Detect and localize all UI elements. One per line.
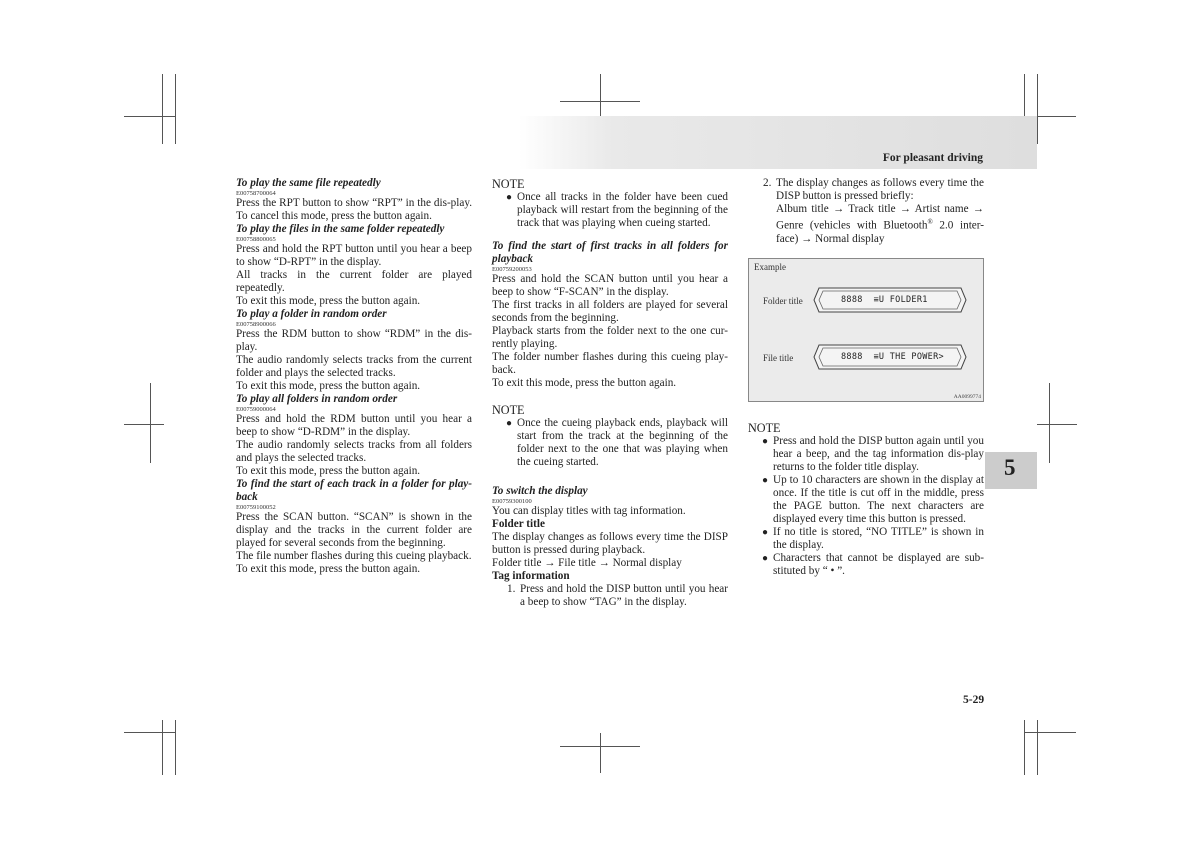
crop-mark: [600, 733, 601, 773]
numbered-item: [492, 583, 728, 609]
doc-code: E00759000064: [236, 406, 276, 413]
bullet-icon: ●: [762, 553, 769, 564]
note-bullet: [748, 526, 984, 552]
column-2: [492, 177, 728, 609]
paragraph: Playback starts from the folder next to the one cur-rently playing.: [492, 325, 728, 350]
note-bullet: [492, 417, 728, 469]
paragraph: Press and hold the RDM button until you hear a beep to show “D-RDM” in the display.: [236, 413, 472, 438]
crop-mark: [1024, 720, 1025, 775]
note-bullet: [492, 191, 728, 230]
item-number: 2.: [763, 177, 772, 189]
bullet-icon: ●: [506, 192, 513, 203]
paragraph: The display changes as follows every time the DISP button is pressed during playback.: [492, 531, 728, 556]
section-heading: To play the files in the same folder repeatedly: [236, 223, 445, 235]
paragraph: Press the SCAN button. “SCAN” is shown in the display and the tracks in the current folder are played for several seconds from the beginning.: [236, 511, 472, 549]
crop-mark: [175, 74, 176, 144]
section-heading: To find the start of each track in a folder for play-back: [236, 478, 472, 503]
note-bullet: [748, 474, 984, 526]
crop-mark: [1049, 383, 1050, 463]
bullet-icon: ●: [762, 436, 769, 447]
crop-mark: [1037, 720, 1038, 775]
crop-mark: [162, 720, 163, 775]
lcd-display: [813, 287, 967, 313]
crop-mark: [560, 746, 640, 747]
row-label: File title: [763, 353, 794, 363]
lcd-text: 8888 ≡U FOLDER1: [841, 295, 928, 305]
bullet-text: Press and hold the DISP button again until you hear a beep, and the tag information dis-play returns to the folder title display.: [773, 435, 984, 473]
paragraph: Press and hold the SCAN button until you hear a beep to show “F-SCAN” in the display.: [492, 273, 728, 298]
column-3-note: [748, 421, 984, 578]
item-text: The display changes as follows every time the DISP button is pressed briefly:: [776, 177, 984, 202]
section-heading: To find the start of first tracks in all folders for playback: [492, 240, 728, 265]
paragraph: All tracks in the current folder are played repeatedly.: [236, 269, 472, 294]
note-bullet: [748, 435, 984, 474]
bullet-text: If no title is stored, “NO TITLE” is shown in the display.: [773, 526, 984, 551]
item-text: Press and hold the DISP button until you hear a beep to show “TAG” in the display.: [520, 583, 728, 608]
chapter-tab: [985, 452, 1037, 489]
section-heading: To play all folders in random order: [236, 393, 398, 405]
crop-mark: [1024, 732, 1076, 733]
item-number: 1.: [507, 583, 516, 595]
paragraph: The audio randomly selects tracks from all folders and plays the selected tracks.: [236, 439, 472, 464]
paragraph: To exit this mode, press the button again.: [236, 465, 421, 477]
display-sequence-end: 2.0 inter-face) → Normal display: [776, 219, 984, 245]
crop-mark: [560, 101, 640, 102]
doc-code: E00758900066: [236, 321, 276, 328]
bullet-text: Once the cueing playback ends, playback will start from the track at the beginning of the folder next to the one that was playing when the cueing started.: [517, 417, 728, 468]
crop-mark: [1037, 424, 1077, 425]
bullet-icon: ●: [762, 475, 769, 486]
paragraph: The folder number flashes during this cueing play-back.: [492, 351, 728, 376]
paragraph: The file number flashes during this cueing playback.: [236, 550, 472, 562]
paragraph: Folder title → File title → Normal display: [492, 557, 682, 569]
paragraph: To exit this mode, press the button again.: [236, 295, 421, 307]
paragraph: The audio randomly selects tracks from the current folder and plays the selected tracks.: [236, 354, 472, 379]
doc-code: E00759300100: [492, 498, 532, 505]
display-sequence: Album title → Track title → Artist name → Genre (vehicles with Bluetooth: [776, 203, 984, 232]
figure-code: AA0099774: [953, 394, 981, 400]
lcd-text: 8888 ≡U THE POWER>: [841, 352, 944, 362]
lcd-display: [813, 344, 967, 370]
crop-mark: [1037, 74, 1038, 144]
crop-mark: [124, 732, 176, 733]
paragraph: Press and hold the RPT button until you hear a beep to show “D-RPT” in the display.: [236, 243, 472, 268]
note-label: NOTE: [492, 403, 525, 417]
bullet-text: Up to 10 characters are shown in the display at once. If the title is cut off in the middle, press the PAGE button. The next characters are displayed every time this button is pressed.: [773, 474, 984, 525]
crop-mark: [175, 720, 176, 775]
paragraph: To exit this mode, press the button again.: [236, 563, 421, 575]
page-number: 5-29: [963, 694, 985, 706]
bullet-icon: ●: [762, 527, 769, 538]
column-1: [236, 177, 472, 576]
crop-mark: [124, 424, 164, 425]
paragraph: Press the RPT button to show “RPT” in the dis-play. To cancel this mode, press the button again.: [236, 197, 472, 222]
numbered-item: [748, 177, 984, 246]
paragraph: To exit this mode, press the button again.: [236, 380, 421, 392]
display-example-figure: [748, 258, 984, 402]
doc-code: E00759100052: [236, 504, 276, 511]
note-label: NOTE: [492, 177, 525, 191]
paragraph: The first tracks in all folders are played for several seconds from the beginning.: [492, 299, 728, 324]
doc-code: E00758800065: [236, 236, 276, 243]
doc-code: E00759200053: [492, 266, 532, 273]
figure-caption: Example: [754, 262, 786, 272]
registered-mark: ®: [927, 218, 933, 226]
section-heading: To play the same file repeatedly: [236, 177, 381, 189]
doc-code: E00758700064: [236, 190, 276, 197]
subheading: Tag information: [492, 570, 570, 582]
column-3: [748, 177, 984, 246]
section-title: For pleasant driving: [882, 152, 983, 164]
subheading: Folder title: [492, 518, 545, 530]
paragraph: To exit this mode, press the button again.: [492, 377, 677, 389]
section-heading: To switch the display: [492, 485, 588, 497]
crop-mark: [162, 74, 163, 144]
bullet-text: Once all tracks in the folder have been cued playback will restart from the beginning of the track that was playing when cueing started.: [517, 191, 728, 229]
crop-mark: [124, 116, 176, 117]
chapter-number: 5: [1004, 455, 1016, 480]
bullet-text: Characters that cannot be displayed are sub-stituted by “ • ”.: [773, 552, 984, 577]
paragraph: Press the RDM button to show “RDM” in the dis-play.: [236, 328, 472, 353]
row-label: Folder title: [763, 296, 803, 306]
bullet-icon: ●: [506, 418, 513, 429]
note-bullet: [748, 552, 984, 578]
section-heading: To play a folder in random order: [236, 308, 387, 320]
paragraph: You can display titles with tag information.: [492, 505, 686, 517]
note-label: NOTE: [748, 421, 781, 435]
crop-mark: [150, 383, 151, 463]
